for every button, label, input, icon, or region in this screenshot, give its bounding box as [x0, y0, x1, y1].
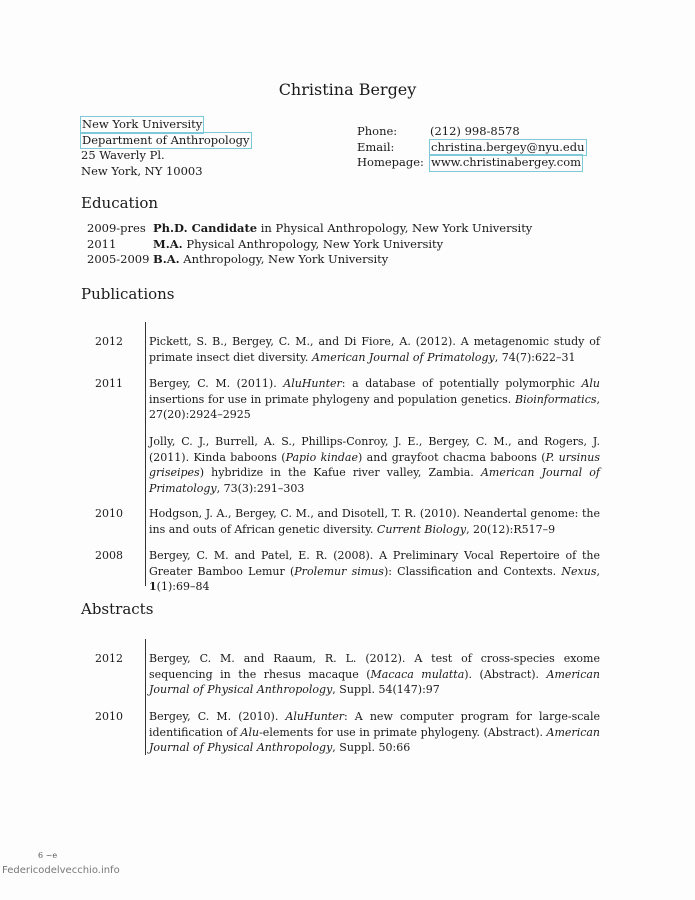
candidate-name: Christina Bergey: [278, 80, 417, 99]
city-address: New York, NY 10003: [81, 163, 203, 178]
phone-label: Phone:: [357, 124, 398, 138]
department-link[interactable]: Department of Anthropology: [82, 132, 250, 147]
education-item: [87, 221, 532, 237]
street-address: 25 Waverly Pl.: [81, 148, 165, 162]
publication-year: 2008: [95, 549, 123, 562]
abstract-year: 2012: [95, 652, 123, 665]
education-degree: Ph.D. Candidate: [153, 221, 258, 235]
page-footer-mark: 6 ~e: [38, 851, 58, 860]
education-degree: M.A.: [153, 236, 183, 251]
publications-heading: Publications: [81, 285, 175, 303]
publication-year: 2011: [95, 377, 123, 390]
contact-block: [357, 124, 586, 171]
education-year: 2009-pres: [87, 221, 146, 235]
homepage-link[interactable]: www.christinabergey.com: [431, 155, 582, 169]
homepage-label: Homepage:: [357, 155, 424, 169]
publication-citation: Jolly, C. J., Burrell, A. S., Phillips-Conroy, J. E., Bergey, C. M., and Rogers, J. (2011). Kinda baboons (Papio kindae) and grayfoot chacma baboons (P. ursinus griseipes) hybridize in the Kafue river valley, Zambia. American Journal of Primatology, 73(3):291–303: [149, 435, 600, 495]
publication-citation: Bergey, C. M. (2011). AluHunter: a database of potentially polymorphic Alu insertions for use in primate phylogeny and population genetics. Bioinformatics, 27(20):2924–2925: [149, 377, 600, 421]
watermark-text: Federicodelvecchio.info: [2, 865, 120, 876]
publication-year: 2012: [95, 335, 123, 348]
publication-citation: Hodgson, J. A., Bergey, C. M., and Disotell, T. R. (2010). Neandertal genome: the ins and outs of African genetic diversity. Current Biology, 20(12):R517–9: [149, 507, 600, 536]
education-item: [87, 252, 532, 268]
abstracts-rule: [145, 639, 146, 755]
abstract-citation: Bergey, C. M. (2010). AluHunter: A new computer program for large-scale identification of Alu-elements for use in primate phylogeny. (Abstract). American Journal of Physical Anthropology, Suppl. 50:66: [149, 710, 601, 754]
postal-address: [81, 117, 251, 179]
phone-number: (212) 998-8578: [430, 124, 520, 138]
education-item: [87, 237, 532, 253]
publication-citation: Bergey, C. M. and Patel, E. R. (2008). A Preliminary Vocal Repertoire of the Greater Bamboo Lemur (Prolemur simus): Classification and Contexts. Nexus, 1(1):69–84: [149, 549, 600, 593]
education-list: [87, 221, 532, 268]
education-heading: Education: [81, 194, 159, 212]
email-link[interactable]: christina.bergey@nyu.edu: [431, 139, 585, 154]
abstract-citation: Bergey, C. M. and Raaum, R. L. (2012). A test of cross-species exome sequencing in the rhesus macaque (Macaca mulatta). (Abstract). American Journal of Physical Anthropology, Suppl. 54(147):97: [149, 652, 600, 696]
publication-year: 2010: [95, 507, 123, 520]
education-detail: in Physical Anthropology, New York University: [257, 221, 533, 235]
publications-rule: [145, 322, 146, 586]
email-label: Email:: [357, 139, 395, 154]
publication-citation: Pickett, S. B., Bergey, C. M., and Di Fiore, A. (2012). A metagenomic study of primate insect diet diversity. American Journal of Primatology, 74(7):622–31: [149, 335, 600, 364]
education-detail: Physical Anthropology, New York University: [182, 236, 444, 251]
education-year: 2005-2009: [87, 252, 150, 266]
institution-link[interactable]: New York University: [82, 117, 203, 131]
education-year: 2011: [87, 236, 117, 251]
education-degree: B.A.: [153, 252, 180, 266]
abstract-year: 2010: [95, 710, 123, 723]
abstracts-heading: Abstracts: [81, 600, 154, 618]
education-detail: Anthropology, New York University: [179, 252, 389, 266]
